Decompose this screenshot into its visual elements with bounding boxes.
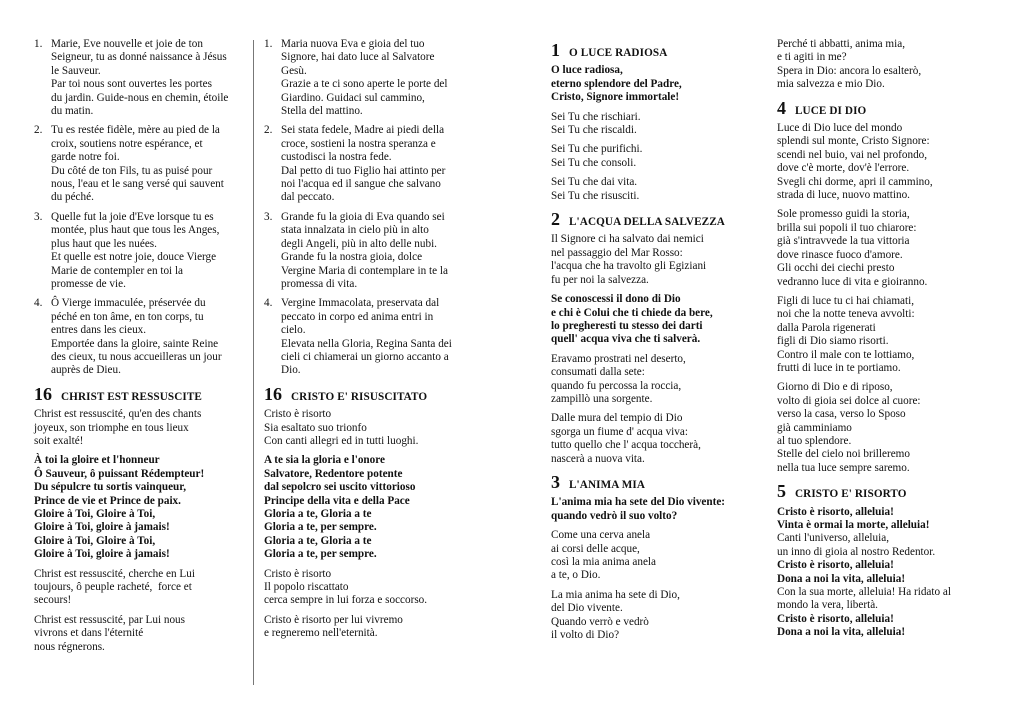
verse-number: 4. <box>34 297 43 310</box>
verse-line: du jardin. Guide-nous en chemin, étoile <box>51 91 229 104</box>
stanza <box>551 412 756 466</box>
stanza <box>34 614 244 654</box>
stanza-line: Dona a noi la vita, alleluia! <box>777 572 906 585</box>
stanza-line: Sei Tu che rischiari. <box>551 110 641 123</box>
stanza-line: Sia esaltato suo trionfo <box>264 421 367 434</box>
verse-number: 1. <box>34 38 43 50</box>
stanza-line: Christ est ressuscité, par Lui nous <box>34 613 186 626</box>
stanza-line: un inno di gioia al nostro Redentor. <box>777 545 936 558</box>
hymn-title: LUCE DI DIO <box>795 104 867 117</box>
verse-line: Du côté de ton Fils, tu as puisé pour <box>51 164 213 177</box>
stanza <box>264 568 474 608</box>
stanza-line: fu per noi la salvezza. <box>551 273 649 286</box>
stanza-line: il volto di Dio? <box>551 629 620 642</box>
stanza-line: Se conoscessi il dono di Dio <box>551 293 681 306</box>
stanza-line: À toi la gloire et l'honneur <box>34 454 160 467</box>
stanza-line: Cristo è risorto, alleluia! <box>777 505 894 518</box>
verse-line: Emportée dans la gloire, sainte Reine <box>51 337 219 350</box>
hymn-heading <box>551 472 756 492</box>
stanza-line: a te, o Dio. <box>551 569 601 582</box>
stanza-line: Cristo è risorto <box>264 408 332 421</box>
stanza-line: Sei Tu che risusciti. <box>551 189 640 202</box>
stanza-line: già s'intravvede la tua vittoria <box>777 235 910 248</box>
stanza-line: Cristo, Signore immortale! <box>551 91 680 104</box>
stanza-line: l'acqua che ha travolto gli Egiziani <box>551 260 707 273</box>
verse-line: Quelle fut la joie d'Eve lorsque tu es <box>51 210 214 223</box>
verse-line: montée, plus haut que tous les Anges, <box>51 224 220 237</box>
hymn-heading <box>551 209 756 229</box>
verse-line: des cieux, tu nous accueilleras un jour <box>51 350 222 363</box>
verse-line: croce, sostieni la nostra speranza e <box>281 137 436 150</box>
verse-line: garde notre foi. <box>51 151 120 164</box>
stanza-line: Dalle mura del tempio di Dio <box>551 412 683 425</box>
verse-line: Et quelle est notre joie, douce Vierge <box>51 251 217 264</box>
hymn-title: O LUCE RADIOSA <box>569 47 668 59</box>
stanza-line: Prince de vie et Prince de paix. <box>34 494 181 507</box>
refrain <box>551 293 756 347</box>
hymn-number: 16 <box>264 383 282 404</box>
stanza-line: al tuo splendore. <box>777 434 852 447</box>
stanza-line: noi che la notte teneva avvolti: <box>777 308 915 321</box>
stanza-line: zampillò una sorgente. <box>551 392 653 405</box>
stanza-line: Du sépulcre tu sortis vainqueur, <box>34 481 186 494</box>
verse-line: Marie, Eve nouvelle et joie de ton <box>51 38 203 50</box>
stanza-line: Canti l'universo, alleluia, <box>777 532 890 545</box>
stanza <box>551 233 756 287</box>
stanza <box>777 208 987 288</box>
stanza-line: soit exalté! <box>34 434 84 447</box>
stanza-line: nascerà a nuova vita. <box>551 452 645 465</box>
verse-item <box>264 38 474 118</box>
hymn-number: 3 <box>551 471 560 492</box>
verse-line: le Sauveur. <box>51 64 101 77</box>
stanza-line: brilla sui popoli il tuo chiarore: <box>777 221 917 234</box>
verse-line: entres dans les cieux. <box>51 324 147 337</box>
hymn-title: L'ANIMA MIA <box>569 478 645 491</box>
stanza-line: mia salvezza e mio Dio. <box>777 78 885 91</box>
stanza-line: Gloire à Toi, gloire à jamais! <box>34 521 170 534</box>
stanza-line: L'anima mia ha sete del Dio vivente: <box>551 496 726 509</box>
stanza-line: Luce di Dio luce del mondo <box>777 122 903 135</box>
stanza-line: quell' acqua viva che ti salverà. <box>551 333 701 346</box>
stanza <box>551 589 756 643</box>
stanza-line: dove rinasce fuoco d'amore. <box>777 248 903 261</box>
stanza-line: Svegli chi dorme, apri il cammino, <box>777 175 933 188</box>
refrain <box>34 454 244 561</box>
verse-line: promessa di vita. <box>281 277 358 290</box>
verse-line: Vergine Maria di contemplare in te la <box>281 264 448 277</box>
stanza <box>551 176 756 203</box>
stanza-line: nous régnerons. <box>34 640 105 653</box>
stanza-line: Sei Tu che consoli. <box>551 156 637 169</box>
stanza-line: Figli di luce tu ci hai chiamati, <box>777 294 915 307</box>
stanza-line: e ti agiti in me? <box>777 51 847 64</box>
hymn-title: L'ACQUA DELLA SALVEZZA <box>569 216 725 229</box>
stanza-line: Sole promesso guidi la storia, <box>777 208 910 221</box>
verse-line: Gesù. <box>281 64 307 77</box>
stanza <box>777 381 987 475</box>
verse-number: 3. <box>264 210 273 223</box>
stanza-line: strada di luce, nuovo mattino. <box>777 189 910 202</box>
stanza-line: quando fu percossa la roccia, <box>551 379 682 392</box>
verse-line: cieli ci chiamerai un giorno accanto a <box>281 350 449 363</box>
stanza-line: toujours, ô peuple racheté, force et <box>34 581 192 594</box>
verse-line: dal peccato. <box>281 191 335 204</box>
verse-line: Vergine Immacolata, preservata dal <box>281 297 440 310</box>
stanza-line: La mia anima ha sete di Dio, <box>551 588 680 601</box>
verse-item <box>34 124 244 204</box>
stanza <box>777 38 987 92</box>
verse-line: Ô Vierge immaculée, préservée du <box>51 297 206 310</box>
stanza-line: Principe della vita e della Pace <box>264 494 410 507</box>
stanza-line: Cristo è risorto per lui vivremo <box>264 613 403 626</box>
stanza <box>551 143 756 170</box>
stanza-line: Ô Sauveur, ô puissant Rédempteur! <box>34 467 205 480</box>
verse-line: Maria nuova Eva e gioia del tuo <box>281 38 425 50</box>
stanza <box>264 408 474 448</box>
stanza-line: dove c'è morte, dov'è l'errore. <box>777 162 910 175</box>
verse-line: peccato in corpo ed anima entri in <box>281 310 434 323</box>
stanza-line: e chi è Colui che ti chiede da bere, <box>551 306 713 319</box>
verse-line: auprès de Dieu. <box>51 364 121 377</box>
verse-item <box>34 211 244 291</box>
stanza-line: cerca sempre in lui forza e soccorso. <box>264 594 428 607</box>
verse-number: 4. <box>264 297 273 310</box>
verse-line: Dal petto di tuo Figlio hai attinto per <box>281 164 446 177</box>
verse-line: cielo. <box>281 324 306 337</box>
stanza-line: nella tua luce sempre saremo. <box>777 461 910 474</box>
column-italian <box>264 38 474 647</box>
hymn-number: 1 <box>551 40 560 60</box>
stanza-line: mondo la vera, libertà. <box>777 599 878 612</box>
stanza-line: A te sia la gloria e l'onore <box>264 454 385 467</box>
stanza-line: Con la sua morte, alleluia! Ha ridato al <box>777 586 951 599</box>
stanza-line: Dona a noi la vita, alleluia! <box>777 626 906 639</box>
verse-line: Par toi nous sont ouvertes les portes <box>51 78 212 91</box>
verse-line: du péché. <box>51 191 94 204</box>
stanza-line: Salvatore, Redentore potente <box>264 467 403 480</box>
refrain <box>551 64 756 104</box>
hymn-number: 2 <box>551 209 560 230</box>
hymn-heading <box>777 481 987 501</box>
verse-line: Seigneur, tu as donné naissance à Jésus <box>51 51 227 64</box>
stanza-line: e regneremo nell'eternità. <box>264 627 378 640</box>
stanza-line: dal sepolcro sei uscito vittorioso <box>264 481 416 494</box>
stanza-line: consumati dalla sete: <box>551 366 645 379</box>
stanza-line: Vinta è ormai la morte, alleluia! <box>777 519 930 531</box>
stanza-line: Come una cerva anela <box>551 529 651 542</box>
stanza-line: Gloria a te, per sempre. <box>264 548 377 561</box>
verse-line: croix, soutiens notre espérance, et <box>51 137 203 150</box>
stanza-line: quando vedrò il suo volto? <box>551 509 678 522</box>
hymn-title: CHRIST EST RESSUSCITE <box>61 390 202 403</box>
verse-list <box>264 38 474 378</box>
stanza-line: Sei Tu che riscaldi. <box>551 124 637 137</box>
stanza-line: Con canti allegri ed in tutti luoghi. <box>264 434 419 447</box>
verse-line: Sei stata fedele, Madre ai piedi della <box>281 124 445 137</box>
hymn-number: 4 <box>777 97 786 118</box>
verse-line: Stella del mattino. <box>281 105 363 118</box>
verse-line: Giardino. Guidaci sul cammino, <box>281 91 425 104</box>
stanza-line: frutti di luce in te portiamo. <box>777 361 901 374</box>
stanza <box>777 295 987 375</box>
stanza-line: Contro il male con te lottiamo, <box>777 348 915 361</box>
stanza-line: vivrons et dans l'éternité <box>34 627 144 640</box>
verse-number: 1. <box>264 38 273 50</box>
stanza-line: Stelle del cielo noi brilleremo <box>777 448 910 461</box>
verse-line: Grande fu la nostra gioia, dolce <box>281 251 423 264</box>
verse-item <box>34 297 244 377</box>
stanza-line: Cristo è risorto, alleluia! <box>777 612 894 625</box>
stanza-line: Gloria a te, per sempre. <box>264 521 377 534</box>
verse-line: Marie de contempler en toi la <box>51 264 184 277</box>
stanza-line: Gloria a te, Gloria a te <box>264 534 372 547</box>
verse-line: Grande fu la gioia di Eva quando sei <box>281 210 445 223</box>
stanza-line: scendi nel buio, vai nel profondo, <box>777 148 928 161</box>
verse-number: 2. <box>34 124 43 137</box>
verse-line: degli Angeli, più in alto delle nubi. <box>281 237 437 250</box>
stanza-line: già camminiamo <box>777 421 852 434</box>
stanza-line: Quando verrò e vedrò <box>551 615 649 628</box>
verse-line: plus haut que les nuées. <box>51 237 157 250</box>
verse-line: péché en ton âme, en ton corps, tu <box>51 310 204 323</box>
stanza <box>551 529 756 583</box>
stanza-line: Gli occhi dei ciechi presto <box>777 262 895 275</box>
stanza-line: splendi sul monte, Cristo Signore: <box>777 135 930 148</box>
stanza-line: eterno splendore del Padre, <box>551 77 682 90</box>
stanza-line: Gloire à Toi, Gloire à Toi, <box>34 508 156 520</box>
verse-list <box>34 38 244 378</box>
stanza-line: nel passaggio del Mar Rosso: <box>551 246 683 259</box>
verse-line: Signore, hai dato luce al Salvatore <box>281 51 435 64</box>
stanza-line: Christ est ressuscité, cherche en Lui <box>34 567 195 580</box>
stanza-line: sgorga un fiume d' acqua viva: <box>551 425 688 438</box>
stanza-line: tutto quello che l' acqua toccherà, <box>551 439 701 452</box>
hymn-number: 5 <box>777 481 786 502</box>
stanza-line: Cristo è risorto <box>264 567 332 580</box>
hymn-title: CRISTO E' RISUSCITATO <box>291 390 428 403</box>
stanza-line: Il Signore ci ha salvato dai nemici <box>551 233 704 246</box>
stanza <box>34 408 244 448</box>
verse-item <box>264 124 474 204</box>
stanza-line: del Dio vivente. <box>551 602 623 615</box>
verse-line: Grazie a te ci sono aperte le porte del <box>281 78 448 91</box>
verse-line: custodisci la nostra fede. <box>281 151 392 164</box>
stanza-line: Christ est ressuscité, qu'en des chants <box>34 408 202 421</box>
verse-line: du matin. <box>51 105 94 118</box>
stanza-line: lo pregheresti tu stesso dei darti <box>551 319 703 332</box>
stanza-line: Gloire à Toi, Gloire à Toi, <box>34 534 156 547</box>
verse-line: promesse de vie. <box>51 277 126 290</box>
stanza <box>777 122 987 202</box>
hymn-heading <box>551 40 756 60</box>
verse-item <box>34 38 244 118</box>
hymn-heading <box>34 384 244 404</box>
column-hymns-right <box>777 38 987 646</box>
stanza-line: Gloire à Toi, gloire à jamais! <box>34 548 170 561</box>
refrain <box>264 454 474 561</box>
verse-line: Dio. <box>281 364 301 377</box>
stanza-line: vedranno luce di vita e gioiranno. <box>777 275 928 288</box>
hymn-heading <box>264 384 474 404</box>
stanza-line: Il popolo riscattato <box>264 581 349 594</box>
verse-line: stata innalzata in cielo più in alto <box>281 224 429 237</box>
stanza-line: Cristo è risorto, alleluia! <box>777 559 894 572</box>
stanza-line: Sei Tu che dai vita. <box>551 176 638 189</box>
verse-item <box>264 297 474 377</box>
stanza <box>777 506 987 640</box>
column-hymns-left <box>551 38 756 648</box>
hymn-title: CRISTO E' RISORTO <box>795 488 907 501</box>
stanza-line: Spera in Dio: ancora lo esalterò, <box>777 64 922 77</box>
refrain <box>551 496 756 523</box>
verse-line: nous, l'eau et le sang versé qui sauvent <box>51 178 224 191</box>
column-divider <box>253 40 254 685</box>
stanza-line: ai corsi delle acque, <box>551 542 640 555</box>
stanza-line: verso la casa, verso lo Sposo <box>777 408 906 421</box>
stanza-line: joyeux, son triomphe en tous lieux <box>34 421 189 434</box>
stanza-line: figli di Dio siamo risorti. <box>777 335 889 348</box>
verse-number: 2. <box>264 124 273 137</box>
hymn-heading <box>777 98 987 118</box>
stanza <box>551 353 756 407</box>
stanza-line: Perché ti abbatti, anima mia, <box>777 38 905 50</box>
stanza-line: dalla Parola rigenerati <box>777 321 876 334</box>
stanza <box>34 568 244 608</box>
stanza-line: volto di gioia sei dolce al cuore: <box>777 394 921 407</box>
stanza-line: O luce radiosa, <box>551 64 623 77</box>
verse-item <box>264 211 474 291</box>
stanza-line: Eravamo prostrati nel deserto, <box>551 352 686 365</box>
column-french <box>34 38 244 660</box>
stanza-line: Sei Tu che purifichi. <box>551 143 643 156</box>
stanza-line: Giorno di Dio e di riposo, <box>777 381 893 394</box>
verse-number: 3. <box>34 210 43 223</box>
verse-line: Tu es restée fidèle, mère au pied de la <box>51 124 220 137</box>
stanza <box>551 111 756 138</box>
stanza-line: secours! <box>34 594 72 607</box>
hymn-number: 16 <box>34 383 52 404</box>
stanza-line: così la mia anima anela <box>551 556 656 568</box>
stanza <box>264 614 474 641</box>
stanza-line: Gloria a te, Gloria a te <box>264 508 372 520</box>
verse-line: Elevata nella Gloria, Regina Santa dei <box>281 337 452 350</box>
verse-line: noi l'acqua ed il sangue che salvano <box>281 178 441 191</box>
